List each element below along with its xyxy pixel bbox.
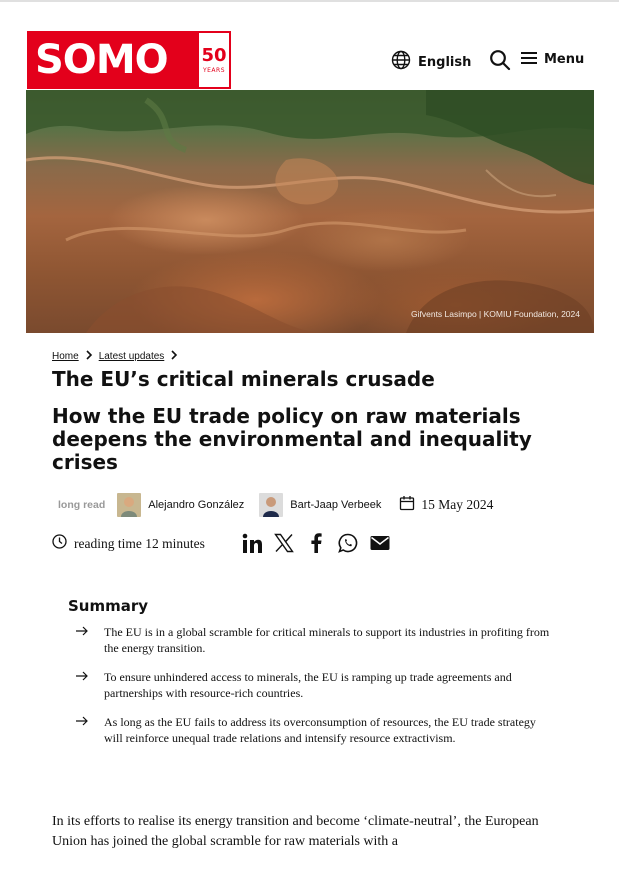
globe-icon <box>391 50 411 74</box>
article-meta <box>58 492 493 518</box>
hamburger-icon <box>521 50 537 69</box>
clock-icon <box>52 534 67 553</box>
anniversary-years: YEARS <box>202 66 226 74</box>
page-subtitle: How the EU trade policy on raw materials deepens the environmental and inequality crises <box>52 404 532 474</box>
hero-image <box>26 90 594 333</box>
list-item <box>76 669 556 701</box>
reading-time <box>52 534 205 553</box>
date-text: 15 May 2024 <box>421 497 494 512</box>
chevron-right-icon <box>170 349 178 363</box>
arrow-right-icon <box>76 624 90 656</box>
language-label: English <box>418 54 472 70</box>
author-name: Alejandro González <box>148 499 245 511</box>
page-title: The EU’s critical minerals crusade <box>52 367 435 391</box>
author-name: Bart-Jaap Verbeek <box>290 499 382 511</box>
language-selector[interactable] <box>391 50 471 74</box>
chevron-right-icon <box>85 349 93 363</box>
breadcrumb-home[interactable]: Home <box>52 350 79 362</box>
calendar-icon <box>399 495 415 515</box>
whatsapp-icon[interactable] <box>337 532 359 554</box>
arrow-right-icon <box>76 669 90 701</box>
photo-credit: Gifvents Lasimpo | KOMIU Foundation, 2024 <box>411 309 580 319</box>
avatar <box>259 493 283 517</box>
share-bar <box>241 532 391 554</box>
menu-label: Menu <box>544 52 585 67</box>
email-icon[interactable] <box>369 532 391 554</box>
anniversary-badge <box>197 31 231 89</box>
author-bart-jaap[interactable] <box>259 493 381 517</box>
article-body-paragraph: In its efforts to realise its energy transition and become ‘climate-neutral’, the European Union has joined the global scramble for raw materials with a <box>52 814 539 849</box>
reading-time-text: reading time 12 minutes <box>74 535 205 551</box>
summary-title: Summary <box>68 597 149 615</box>
top-border <box>0 0 619 2</box>
search-icon[interactable] <box>489 49 511 71</box>
summary-item-text: To ensure unhindered access to minerals, the EU is ramping up trade agreements and partnerships with resource-rich countries. <box>104 670 512 700</box>
summary-item-text: The EU is in a global scramble for critical minerals to support its industries in profiting from the energy transition. <box>104 625 550 655</box>
anniversary-number: 50 <box>201 44 227 66</box>
menu-button[interactable] <box>521 50 584 69</box>
breadcrumb-latest-updates[interactable]: Latest updates <box>98 350 165 362</box>
breadcrumb <box>52 349 178 363</box>
avatar <box>117 493 141 517</box>
list-item <box>76 624 556 656</box>
x-icon[interactable] <box>273 532 295 554</box>
arrow-right-icon <box>76 714 90 746</box>
logo-text: SOMO <box>35 37 168 83</box>
linkedin-icon[interactable] <box>241 532 263 554</box>
facebook-icon[interactable] <box>305 532 327 554</box>
summary-item-text: As long as the EU fails to address its overconsumption of resources, the EU trade strategy will reinforce unequal trade relations and intensify resource extractivism. <box>104 715 536 745</box>
publish-date <box>399 495 493 515</box>
list-item <box>76 714 556 746</box>
author-alejandro[interactable] <box>117 493 244 517</box>
summary-list <box>76 624 556 759</box>
article-type-label: long read <box>58 499 106 511</box>
somo-logo[interactable] <box>27 31 231 89</box>
